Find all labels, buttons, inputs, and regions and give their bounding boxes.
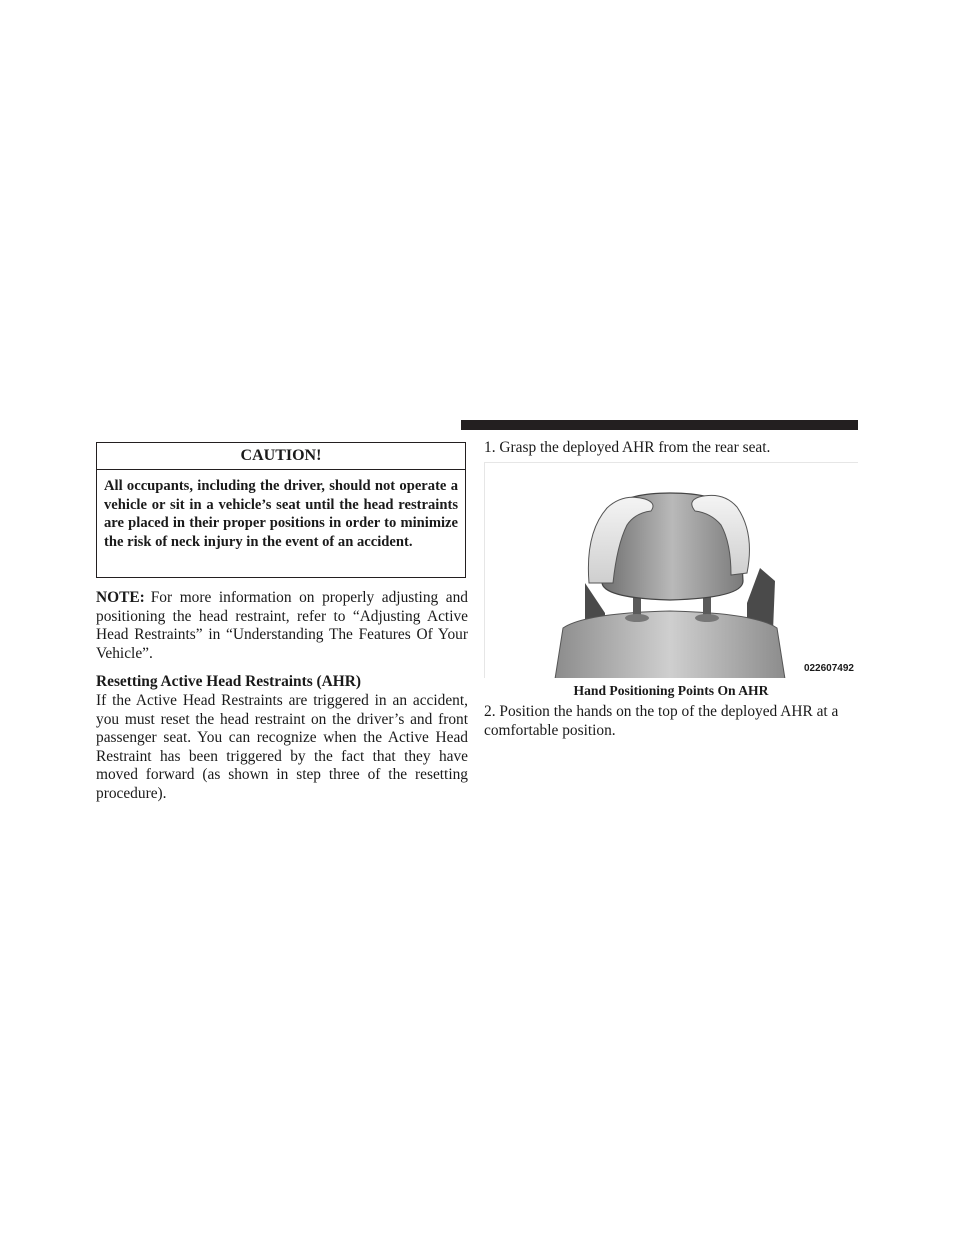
figure-caption: Hand Positioning Points On AHR — [573, 683, 769, 698]
caution-body: All occupants, including the driver, should not operate a vehicle or sit in a vehicle’s seat until the head restraints are placed in their proper positions in order to minimize the risk of neck injury in the event of an accident. — [104, 478, 458, 551]
caution-box — [96, 442, 466, 578]
figure-id: 022607492 — [803, 663, 854, 674]
caution-title: CAUTION! — [97, 443, 465, 470]
note-text: For more information on properly adjusting and positioning the head restraint, refer to “Adjusting Active Head Restraints” in “Understanding The Features Of Your Vehicle”. — [96, 589, 468, 662]
head-restraint-illustration — [485, 463, 858, 678]
seat-back — [555, 611, 785, 678]
note-paragraph — [96, 589, 468, 663]
note-label: NOTE: — [96, 589, 145, 606]
section-rule-bar — [461, 420, 858, 430]
step-1: 1. Grasp the deployed AHR from the rear seat. — [484, 439, 771, 456]
step-2: 2. Position the hands on the top of the deployed AHR at a comfortable position. — [484, 703, 839, 739]
figure-head-restraint — [484, 462, 858, 678]
section-heading: Resetting Active Head Restraints (AHR) — [96, 673, 362, 690]
section-body: If the Active Head Restraints are triggered in an accident, you must reset the head restraint on the driver’s and front passenger seat. You can recognize when the Active Head Restraint has been triggered by the fact that they have moved forward (as shown in step three of the resetting procedure). — [96, 692, 468, 802]
